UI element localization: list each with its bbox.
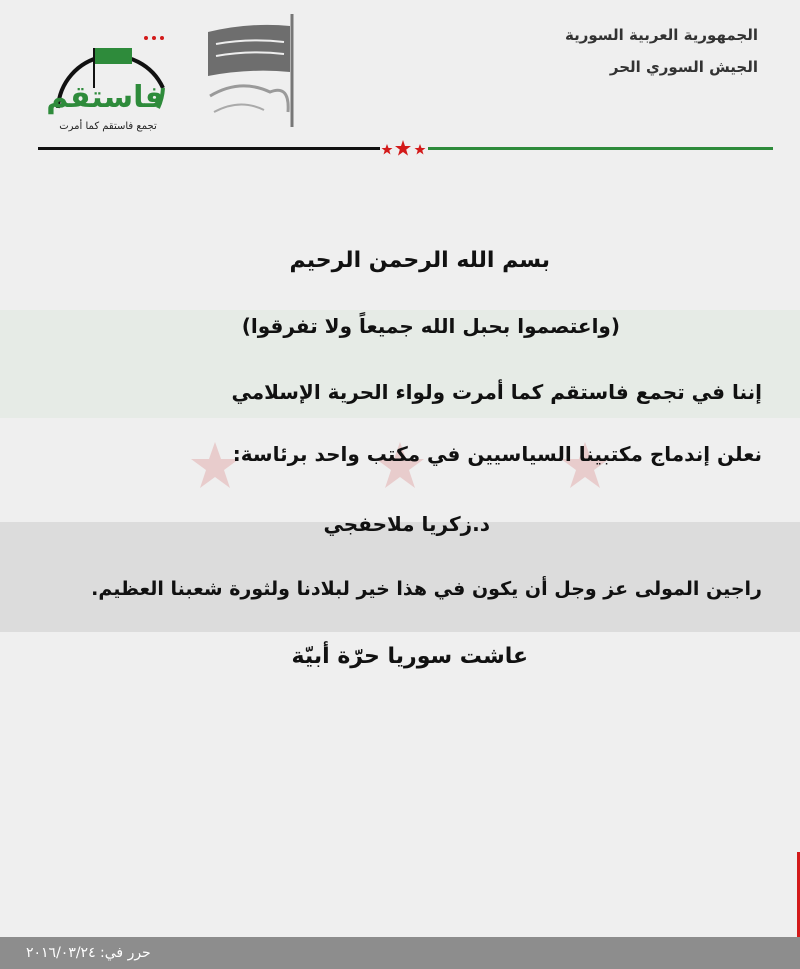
footer-date: حرر في: ٢٠١٦/٠٣/٢٤ (26, 945, 151, 961)
statement-line-3: راجين المولى عز وجل أن يكون في هذا خير لبلادنا ولثورة شعبنا العظيم. (91, 578, 762, 600)
fastaqim-logo-name: فاستقم (46, 80, 164, 115)
basmala: بسم الله الرحمن الرحيم (289, 248, 550, 273)
separator-stars-icon (380, 140, 428, 156)
fastaqim-logo-tagline: تجمع فاستقم كما أمرت (59, 121, 157, 132)
statement-line-1: إننا في تجمع فاستقم كما أمرت ولواء الحرية الإسلامي (231, 380, 762, 404)
header-separator (38, 144, 773, 154)
fastaqim-logo (48, 28, 173, 138)
background-gray-band (0, 522, 800, 632)
header-army: الجيش السوري الحر (609, 58, 758, 76)
liwa-flag-logo-icon (200, 12, 310, 132)
leader-name: د.زكريا ملاحفجي (323, 512, 490, 536)
statement-line-2: نعلن إندماج مكتبينا السياسيين في مكتب واحد برئاسة: (232, 442, 762, 466)
footer-bar (0, 937, 800, 969)
verse: (واعتصموا بحبل الله جميعاً ولا تفرقوا) (241, 314, 620, 338)
header-republic: الجمهورية العربية السورية (565, 26, 758, 44)
closing-line: عاشت سوريا حرّة أبيّة (291, 644, 528, 669)
separator-green-segment (428, 147, 773, 150)
separator-black-segment (38, 147, 380, 150)
